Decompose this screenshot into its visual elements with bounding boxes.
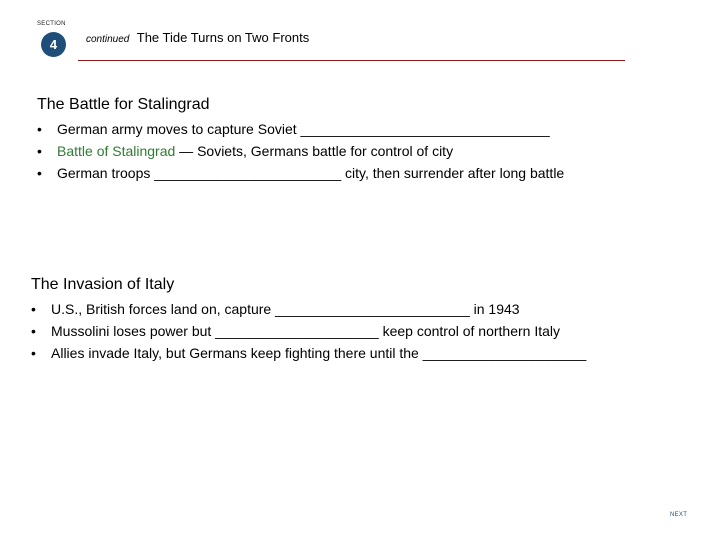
list-item bbox=[37, 118, 564, 140]
bullet-icon: • bbox=[37, 121, 42, 137]
bullet-icon: • bbox=[31, 323, 36, 339]
bullet-text: U.S., British forces land on, capture _________________________ in 1943 bbox=[51, 301, 520, 317]
next-button[interactable]: NEXT bbox=[670, 512, 688, 518]
list-item bbox=[31, 320, 586, 342]
key-term: Battle of Stalingrad bbox=[57, 143, 176, 159]
list-item bbox=[31, 342, 586, 364]
continued-label: continued bbox=[86, 34, 130, 45]
italy-bullet-list bbox=[31, 298, 586, 364]
bullet-icon: • bbox=[37, 165, 42, 181]
bullet-text: Allies invade Italy, but Germans keep fighting there until the _____________________ bbox=[51, 345, 587, 361]
list-item bbox=[37, 162, 564, 184]
bullet-text: — Soviets, Germans battle for control of city bbox=[175, 143, 454, 159]
page-header bbox=[86, 30, 309, 45]
list-item bbox=[31, 298, 586, 320]
header-divider bbox=[78, 60, 625, 61]
bullet-icon: • bbox=[37, 143, 42, 159]
bullet-icon: • bbox=[31, 345, 36, 361]
list-item bbox=[37, 140, 564, 162]
page-title: The Tide Turns on Two Fronts bbox=[136, 30, 310, 45]
section-label: SECTION bbox=[37, 21, 66, 27]
italy-heading: The Invasion of Italy bbox=[31, 276, 175, 293]
stalingrad-heading: The Battle for Stalingrad bbox=[37, 96, 210, 113]
bullet-text: Mussolini loses power but _____________________ keep control of northern Italy bbox=[51, 323, 561, 339]
bullet-icon: • bbox=[31, 301, 36, 317]
stalingrad-bullet-list bbox=[37, 118, 564, 184]
bullet-text: German army moves to capture Soviet ________________________________ bbox=[57, 121, 550, 137]
bullet-text: German troops ________________________ city, then surrender after long battle bbox=[57, 165, 565, 181]
section-number-badge: 4 bbox=[41, 32, 66, 57]
